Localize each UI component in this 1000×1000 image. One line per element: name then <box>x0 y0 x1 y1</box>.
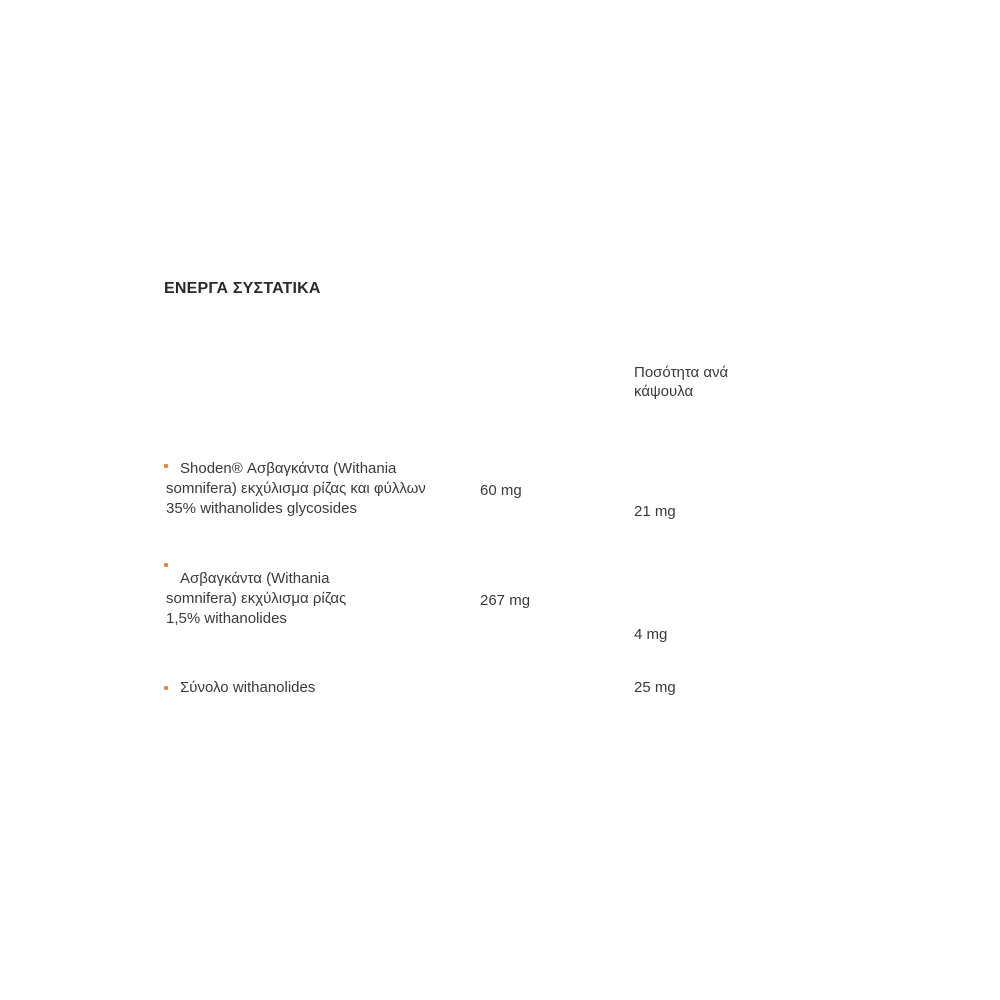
ingredient-per-capsule: 25 mg <box>634 679 676 696</box>
ingredient-bullet <box>164 563 168 567</box>
ingredient-per-capsule: 4 mg <box>634 626 668 643</box>
ingredient-name <box>166 459 426 519</box>
ingredient-extract-amount: 267 mg <box>480 592 531 609</box>
ingredient-name <box>180 678 315 698</box>
ingredient-name <box>166 569 347 629</box>
column-header-line: κάψουλα <box>634 383 694 400</box>
ingredient-extract-amount: 60 mg <box>480 482 522 499</box>
ingredient-per-capsule: 21 mg <box>634 503 676 520</box>
column-header-line: Ποσότητα ανά <box>634 364 729 381</box>
ingredient-name-line: somnifera) εκχύλισμα ρίζας <box>166 590 347 607</box>
ingredient-name-line: 35% withanolides glycosides <box>166 500 357 517</box>
ingredient-name-line: Ασβαγκάντα (Withania <box>180 570 330 587</box>
ingredient-bullet <box>164 464 168 468</box>
column-header-per-capsule <box>634 363 774 401</box>
ingredient-name-line: 1,5% withanolides <box>166 610 287 627</box>
ingredient-bullet <box>164 686 168 690</box>
ingredient-name-line: Shoden® Ασβαγκάντα (Withania <box>180 460 397 477</box>
ingredient-name-line: Σύνολο withanolides <box>180 679 316 696</box>
page-title: ΕΝΕΡΓΑ ΣΥΣΤΑΤΙΚΑ <box>164 280 321 297</box>
ingredient-name-line: somnifera) εκχύλισμα ρίζας και φύλλων <box>166 480 426 497</box>
